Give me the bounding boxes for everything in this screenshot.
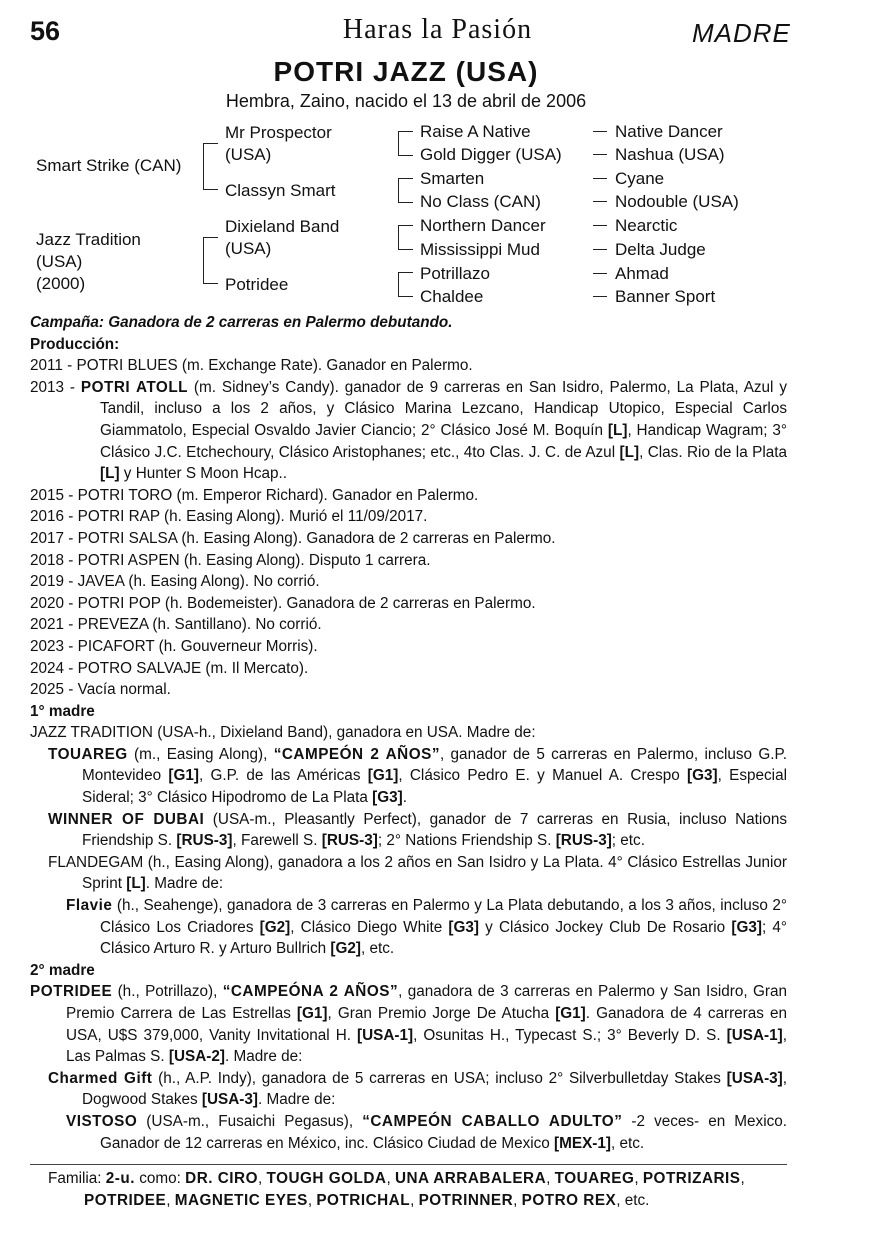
production-item: 2013 - POTRI ATOLL (m. Sidney’s Candy). ganador de 9 carreras en San Isidro, Palermo, La Plata, Azul y Tandil, incluso a los 2 años, y Clásico Marina Lezcano, Handicap Utopico, Especial Carlos Giammatolo, Especial Osvaldo Javier Ciancio; 2° Clásico José M. Boquín [L], Handicap Wagram; 3° Clásico J.C. Etchechoury, Clásico Aristophanes; etc., 4to Clas. J. C. de Azul [L], Clas. Rio de la Plata [L] y Hunter S Moon Hcap.. — [30, 378, 788, 483]
production-item: 2020 - POTRI POP (h. Bodemeister). Ganadora de 2 carreras en Palermo. — [30, 594, 536, 612]
production-item: 2018 - POTRI ASPEN (h. Easing Along). Disputo 1 carrera. — [30, 551, 431, 569]
pedigree-g3: Mississippi Mud — [420, 240, 540, 259]
production-item: 2021 - PREVEZA (h. Santillano). No corrió. — [30, 616, 322, 634]
divider — [30, 1164, 787, 1165]
pedigree-dash — [593, 154, 607, 155]
pedigree-g3: Northern Dancer — [420, 216, 546, 235]
family-line: Familia: 2-u. como: DR. CIRO, TOUGH GOLDA, UNA ARRABALERA, TOUAREG, POTRIZARIS, POTRIDEE, MAGNETIC EYES, POTRICHAL, POTRINNER, POTRO REX, etc. — [48, 1170, 745, 1209]
horse-description: Hembra, Zaino, nacido el 13 de abril de 2006 — [225, 91, 587, 111]
offspring-entry: Charmed Gift (h., A.P. Indy), ganadora de 5 carreras en USA; incluso 2° Silverbulletday Stakes [USA-3], Dogwood Stakes [USA-3]. Madre de: — [48, 1069, 788, 1109]
page-header: Haras la Pasión — [342, 14, 533, 45]
pedigree-dash — [593, 296, 607, 297]
first-dam-heading: 1° madre — [30, 702, 95, 720]
pedigree-dash — [593, 225, 607, 226]
pedigree-dash — [593, 273, 607, 274]
production-item: 2024 - POTRO SALVAJE (m. Il Mercato). — [30, 659, 309, 677]
pedigree-bracket — [203, 143, 218, 190]
production-item: 2023 - PICAFORT (h. Gouverneur Morris). — [30, 637, 318, 655]
pedigree-dam-3: (2000) — [36, 274, 86, 293]
pedigree-dam-2: (USA) — [36, 252, 83, 271]
offspring-entry: VISTOSO (USA-m., Fusaichi Pegasus), “CAMPEÓN CABALLO ADULTO” -2 veces- en Mexico. Ganador de 12 carreras en México, inc. Clásico Ciudad de Mexico [MEX-1], etc. — [66, 1112, 787, 1152]
pedigree-g4: Banner Sport — [615, 287, 716, 306]
pedigree-dam-sire-1: Dixieland Band — [225, 217, 340, 236]
pedigree-dash — [593, 178, 607, 179]
production-heading: Producción: — [30, 335, 120, 353]
pedigree-sire-sire-2: (USA) — [225, 145, 272, 164]
first-dam-intro: JAZZ TRADITION (USA-h., Dixieland Band), ganadora en USA. Madre de: — [30, 724, 536, 742]
pedigree-sire: Smart Strike (CAN) — [36, 156, 182, 175]
pedigree-dash — [593, 131, 607, 132]
pedigree-dam-1: Jazz Tradition — [36, 230, 141, 249]
second-dam-heading: 2° madre — [30, 961, 95, 979]
offspring-entry: TOUAREG (m., Easing Along), “CAMPEÓN 2 AÑOS”, ganador de 5 carreras en Palermo, incluso G.P. Montevideo [G1], G.P. de las Américas [G1], Clásico Pedro E. y Manuel A. Crespo [G3], Especial Sideral; 3° Clásico Hipodromo de La Plata [G3]. — [48, 745, 788, 807]
pedigree-sire-sire-1: Mr Prospector — [225, 123, 332, 142]
pedigree-dam-dam: Potridee — [225, 275, 289, 294]
pedigree-dam-sire-2: (USA) — [225, 239, 272, 258]
offspring-entry: POTRIDEE (h., Potrillazo), “CAMPEÓNA 2 AÑOS”, ganadora de 3 carreras en Palermo y San Isidro, Gran Premio Carrera de Las Estrellas [G1], Gran Premio Jorge De Atucha [G1]. Ganadora de 4 carreras en USA, U$S 379,000, Vanity Invitational H. [USA-1], Osunitas H., Typecast S.; 3° Beverly D. S. [USA-1], Las Palmas S. [USA-2]. Madre de: — [30, 983, 787, 1066]
pedigree-g4: Delta Judge — [615, 240, 706, 259]
pedigree-dash — [593, 249, 607, 250]
production-item: 2019 - JAVEA (h. Easing Along). No corrió. — [30, 573, 320, 591]
pedigree-g4: Nashua (USA) — [615, 145, 725, 164]
pedigree-bracket — [398, 272, 413, 297]
pedigree-bracket — [203, 237, 218, 284]
offspring-entry: FLANDEGAM (h., Easing Along), ganadora a los 2 años en San Isidro y La Plata. 4° Clásico Estrellas Junior Sprint [L]. Madre de: — [48, 853, 787, 893]
pedigree-g4: Cyane — [615, 169, 665, 188]
production-item: 2011 - POTRI BLUES (m. Exchange Rate). Ganador en Palermo. — [30, 357, 473, 375]
section-label: MADRE — [692, 18, 791, 48]
pedigree-g3: Raise A Native — [420, 122, 531, 141]
pedigree-sire-dam: Classyn Smart — [225, 181, 336, 200]
pedigree-g3: No Class (CAN) — [420, 192, 541, 211]
production-item: 2025 - Vacía normal. — [30, 681, 171, 699]
pedigree-g3: Chaldee — [420, 287, 484, 306]
pedigree-g3: Potrillazo — [420, 264, 490, 283]
catalog-body — [30, 312, 787, 1154]
production-item: 2016 - POTRI RAP (h. Easing Along). Murió el 11/09/2017. — [30, 508, 428, 526]
offspring-entry: Flavie (h., Seahenge), ganadora de 3 carreras en Palermo y La Plata debutando, a los 3 años, incluso 2° Clásico Los Criadores [G2], Clásico Diego White [G3] y Clásico Jockey Club De Rosario [G3]; 4° Clásico Arturo R. y Arturo Bullrich [G2], etc. — [66, 897, 787, 958]
production-item: 2015 - POTRI TORO (m. Emperor Richard). Ganador en Palermo. — [30, 486, 479, 504]
horse-name: POTRI JAZZ (USA) — [273, 56, 539, 87]
offspring-entry: WINNER OF DUBAI (USA-m., Pleasantly Perfect), ganador de 7 carreras en Rusia, incluso Nations Friendship S. [RUS-3], Farewell S. [RUS-3]; 2° Nations Friendship S. [RUS-3]; etc. — [48, 810, 787, 850]
pedigree-bracket — [398, 178, 413, 203]
pedigree-g4: Ahmad — [615, 264, 669, 283]
pedigree-dash — [593, 201, 607, 202]
pedigree-bracket — [398, 131, 413, 156]
pedigree-bracket — [398, 225, 413, 250]
page-number: 56 — [30, 16, 61, 46]
pedigree-g4: Native Dancer — [615, 122, 723, 141]
production-item: 2017 - POTRI SALSA (h. Easing Along). Ganadora de 2 carreras en Palermo. — [30, 529, 556, 547]
pedigree-g4: Nodouble (USA) — [615, 192, 739, 211]
pedigree-g3: Gold Digger (USA) — [420, 145, 562, 164]
pedigree-g4: Nearctic — [615, 216, 678, 235]
pedigree-g3: Smarten — [420, 169, 485, 188]
campaign-line: Campaña: Ganadora de 2 carreras en Palermo debutando. — [30, 314, 453, 331]
